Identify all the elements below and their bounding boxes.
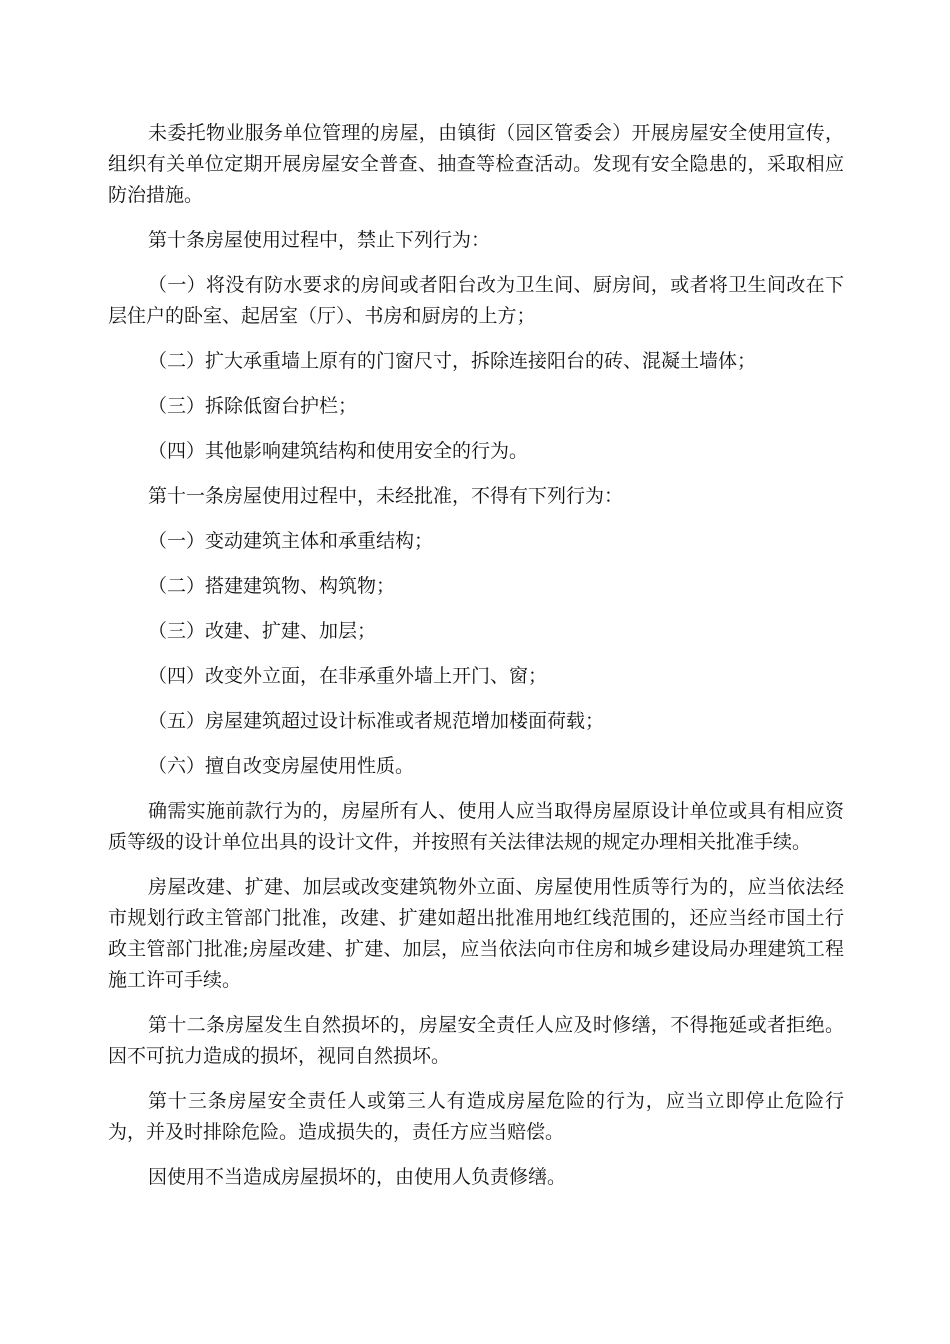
paragraph-article-10-item-1: （一）将没有防水要求的房间或者阳台改为卫生间、厨房间，或者将卫生间改在下层住户的卧室、起居室（厅）、书房和厨房的上方；	[108, 274, 844, 327]
paragraph-article-11: 第十一条房屋使用过程中，未经批准，不得有下列行为：	[148, 485, 624, 507]
paragraph-article-11-item-5: （五）房屋建筑超过设计标准或者规范增加楼面荷载；	[148, 710, 605, 732]
paragraph-approval-requirements: 房屋改建、扩建、加层或改变建筑物外立面、房屋使用性质等行为的，应当依法经市规划行政主管部门批准，改建、扩建如超出批准用地红线范围的，还应当经市国土行政主管部门批准;房屋改建、扩建、加层，应当依法向市住房和城乡建设局办理建筑工程施工许可手续。	[108, 876, 844, 991]
document-body	[108, 118, 844, 1207]
paragraph-article-12: 第十二条房屋发生自然损坏的，房屋安全责任人应及时修缮，不得拖延或者拒绝。因不可抗力造成的损坏，视同自然损坏。	[108, 1014, 844, 1067]
paragraph-improper-use: 因使用不当造成房屋损坏的，由使用人负责修缮。	[148, 1166, 567, 1188]
paragraph-article-11-item-4: （四）改变外立面，在非承重外墙上开门、窗；	[148, 665, 548, 687]
paragraph-article-11-item-2: （二）搭建建筑物、构筑物；	[148, 575, 396, 597]
paragraph-unentrusted-houses: 未委托物业服务单位管理的房屋，由镇街（园区管委会）开展房屋安全使用宣传，组织有关单位定期开展房屋安全普查、抽查等检查活动。发现有安全隐患的，采取相应防治措施。	[108, 122, 844, 206]
paragraph-article-11-item-3: （三）改建、扩建、加层；	[148, 620, 377, 642]
paragraph-article-10-item-2: （二）扩大承重墙上原有的门窗尺寸，拆除连接阳台的砖、混凝土墙体；	[148, 350, 757, 372]
paragraph-article-11-item-6: （六）擅自改变房屋使用性质。	[148, 755, 415, 777]
paragraph-design-documents: 确需实施前款行为的，房屋所有人、使用人应当取得房屋原设计单位或具有相应资质等级的设计单位出具的设计文件，并按照有关法律法规的规定办理相关批准手续。	[108, 800, 844, 853]
paragraph-article-10-item-4: （四）其他影响建筑结构和使用安全的行为。	[148, 440, 529, 462]
paragraph-article-10: 第十条房屋使用过程中，禁止下列行为：	[148, 229, 491, 251]
paragraph-article-11-item-1: （一）变动建筑主体和承重结构；	[148, 530, 434, 552]
paragraph-article-10-item-3: （三）拆除低窗台护栏；	[148, 395, 358, 417]
paragraph-article-13: 第十三条房屋安全责任人或第三人有造成房屋危险的行为，应当立即停止危险行为，并及时排除危险。造成损失的，责任方应当赔偿。	[108, 1090, 844, 1143]
